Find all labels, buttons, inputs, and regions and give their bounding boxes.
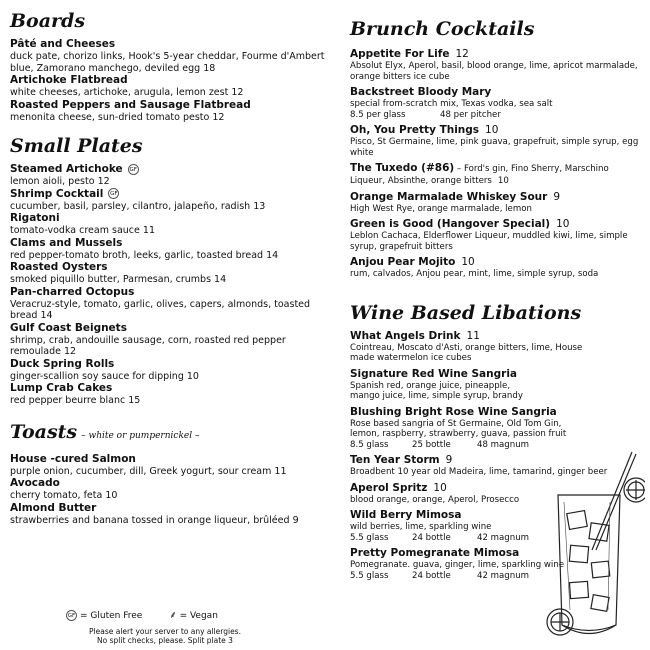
dietary-legend [66, 607, 218, 621]
item-name: Aperol Spritz 10 [350, 481, 447, 494]
gluten-free-icon: GF [66, 610, 77, 621]
item-description: rum, calvados, Anjou pear, mint, lime, simple syrup, soda [350, 269, 599, 279]
item-description: red pepper-tomato broth, leeks, garlic, toasted bread 14 [10, 249, 279, 261]
menu-item [350, 368, 642, 402]
item-price: 10 [497, 176, 509, 186]
item-name: Artichoke Flatbread [10, 74, 128, 86]
item-price-line: 5.5 glass 24 bottle 42 magnum [350, 570, 530, 581]
item-description: Veracruz-style, tomato, garlic, olives, capers, almonds, toasted bread 14 [10, 298, 311, 321]
allergy-notice [40, 627, 290, 645]
item-price: 12 [97, 176, 110, 187]
item-description: ginger-scallion soy sauce for dipping 10 [10, 370, 199, 382]
item-description: Pomegranate. guava, ginger, lime, sparkling wine [350, 560, 565, 570]
item-description: smoked piquillo butter, Parmesan, crumbs 14 [10, 274, 227, 285]
item-name: Green is Good (Hangover Special) 10 [350, 218, 570, 230]
menu-item [10, 502, 335, 527]
toasts-subtitle: – white or pumpernickel – [81, 430, 200, 441]
menu-item [350, 256, 642, 280]
item-price: 10 [186, 370, 199, 382]
item-name: Pan-charred Octopus [10, 285, 135, 298]
menu-item [10, 38, 335, 74]
menu-item [350, 191, 642, 215]
item-price: 10 [556, 218, 570, 230]
item-name: Avocado [10, 477, 60, 489]
item-name: Roasted Oysters [10, 261, 108, 273]
menu-item [10, 286, 335, 322]
item-description: Liqueur, Absinthe, orange bitters 10 [350, 176, 509, 186]
item-price: 14 [266, 249, 279, 261]
item-description: Pisco, St Germaine, lime, pink guava, grapefruit, simple syrup, egg white [350, 137, 639, 158]
cocktail-glass-illustration [540, 450, 645, 645]
menu-item [350, 86, 642, 120]
vegan-leaf-icon: ⸙ [169, 610, 177, 621]
menu-item [10, 237, 335, 262]
item-name: Anjou Pear Mojito 10 [350, 256, 475, 268]
item-price: 11 [466, 329, 480, 342]
item-description: cucumber, basil, parsley, cilantro, jalapeño, radish 13 [10, 200, 266, 212]
item-description: wild berries, lime, sparkling wine [350, 522, 492, 532]
menu-item [350, 330, 642, 364]
menu-item [10, 188, 335, 213]
item-description: Broadbent 10 year old Madeira, lime, tamarind, ginger beer [350, 467, 608, 477]
item-price: 10 [461, 256, 475, 268]
item-price-line: 8.5 glass 25 bottle 48 magnum [350, 439, 530, 450]
item-name: Shrimp Cocktail GF [10, 187, 118, 200]
item-price: 11 [274, 465, 287, 477]
item-description: tomato-vodka cream sauce 11 [10, 225, 155, 236]
menu-item [10, 261, 335, 286]
item-name: Clams and Mussels [10, 236, 123, 249]
item-name: Pâté and Cheeses [10, 38, 116, 50]
menu-item [350, 406, 642, 451]
item-name: What Angels Drink 11 [350, 329, 480, 342]
item-description: High West Rye, orange marmalade, lemon [350, 203, 532, 214]
item-price-line: 8.5 per glass 48 per pitcher [350, 109, 501, 120]
item-name: Orange Marmalade Whiskey Sour 9 [350, 190, 561, 203]
menu-item [10, 99, 335, 124]
brunch-cocktails-list [350, 48, 642, 280]
item-price: 10 [105, 490, 118, 501]
small-plates-list [10, 163, 335, 407]
item-name: Blushing Bright Rose Wine Sangria [350, 405, 557, 418]
brunch-cocktails-title: Brunch Cocktails [350, 18, 535, 40]
menu-item [10, 358, 335, 383]
item-name: Rigatoni [10, 212, 60, 224]
menu-item [350, 48, 642, 82]
item-price: 9 [553, 190, 561, 203]
vegan-label: = Vegan [179, 611, 218, 621]
item-description: cherry tomato, feta 10 [10, 490, 118, 501]
toasts-list [10, 453, 335, 527]
menu-item [10, 163, 335, 188]
item-price-line: 5.5 glass 24 bottle 42 magnum [350, 532, 530, 543]
item-price: 18 [203, 62, 216, 74]
item-description: strawberries and banana tossed in orange liqueur, brûléed 9 [10, 514, 299, 526]
wine-libations-title: Wine Based Libations [350, 301, 582, 324]
item-name: Appetite For Life 12 [350, 48, 469, 60]
item-description: purple onion, cucumber, dill, Greek yogurt, sour cream 11 [10, 465, 287, 477]
toasts-title: Toasts – white or pumpernickel – [10, 420, 200, 443]
gluten-free-icon: GF [128, 164, 139, 175]
item-price: 14 [40, 310, 53, 321]
item-name: Lump Crab Cakes [10, 382, 113, 394]
small-plates-title: Small Plates [10, 135, 143, 157]
menu-item [10, 382, 335, 407]
notice-line: Please alert your server to any allergies. [89, 627, 241, 636]
menu-item [350, 218, 642, 252]
item-name: Roasted Peppers and Sausage Flatbread [10, 98, 251, 111]
item-description: blood orange, orange, Aperol, Prosecco [350, 494, 520, 505]
item-price: 12 [455, 48, 469, 60]
item-description: menonita cheese, sun-dried tomato pesto 12 [10, 111, 225, 123]
menu-item [350, 124, 642, 158]
item-description: Rose based sangria of St Germaine, Old Tom Gin, lemon, raspberry, strawberry, guava, passion fruit [350, 418, 567, 439]
item-name: House -cured Salmon [10, 452, 136, 465]
menu-item [10, 322, 335, 358]
item-description: Cointreau, Moscato d'Asti, orange bitters, lime, House made watermelon ice cubes [350, 342, 583, 363]
boards-list [10, 38, 335, 123]
item-name: Gulf Coast Beignets [10, 321, 127, 334]
item-price: 10 [485, 124, 499, 136]
left-column [10, 0, 335, 526]
menu-item [10, 74, 335, 99]
item-name: The Tuxedo (#86) – Ford's gin, Fino Sherry, Marschino [350, 162, 609, 174]
item-description: shrimp, crab, andouille sausage, corn, roasted red pepper remoulade 12 [10, 334, 286, 357]
item-name: Duck Spring Rolls [10, 357, 115, 370]
item-name: Pretty Pomegranate Mimosa [350, 547, 520, 559]
item-description: special from-scratch mix, Texas vodka, sea salt [350, 99, 553, 109]
boards-title: Boards [10, 10, 86, 32]
item-description: red pepper beurre blanc 15 [10, 395, 141, 406]
item-description: Spanish red, orange juice, pineapple, mango juice, lime, simple syrup, brandy [350, 380, 523, 401]
gluten-free-icon: GF [108, 188, 119, 199]
item-price: 9 [292, 514, 299, 526]
item-price: 11 [142, 225, 155, 236]
item-price: 9 [445, 454, 453, 466]
item-name: Backstreet Bloody Mary [350, 86, 492, 98]
item-name: Ten Year Storm 9 [350, 454, 453, 466]
menu-item [10, 477, 335, 502]
item-description: Leblon Cachaca, Elderflower Liqueur, muddled kiwi, lime, simple syrup, grapefruit bitters [350, 231, 628, 252]
item-name: Almond Butter [10, 501, 97, 514]
item-price: 12 [212, 111, 225, 123]
item-description: duck pate, chorizo links, Hook's 5-year cheddar, Fourme d'Ambert blue, Zamorano manchego, deviled egg 18 [10, 51, 325, 74]
menu-item [10, 212, 335, 237]
gluten-free-label: = Gluten Free [80, 611, 143, 621]
item-price: 12 [64, 346, 77, 357]
menu-item [350, 162, 642, 187]
item-name: Signature Red Wine Sangria [350, 367, 518, 380]
item-name: Steamed Artichoke GF [10, 163, 137, 175]
item-description: lemon aioli, pesto 12 [10, 176, 110, 187]
item-description: white cheeses, artichoke, arugula, lemon zest 12 [10, 87, 244, 98]
menu-item [10, 453, 335, 478]
item-name: Oh, You Pretty Things 10 [350, 124, 499, 136]
item-price: 10 [433, 481, 447, 494]
item-description: Absolut Elyx, Aperol, basil, blood orange, lime, apricot marmalade, orange bitters ice cube [350, 61, 638, 82]
item-price: 12 [231, 87, 244, 98]
item-price: 15 [128, 395, 141, 406]
item-price: 13 [253, 200, 266, 212]
notice-line: No split checks, please. Split plate 3 [97, 636, 233, 645]
item-price: 14 [214, 274, 227, 285]
item-name: Wild Berry Mimosa [350, 509, 462, 521]
